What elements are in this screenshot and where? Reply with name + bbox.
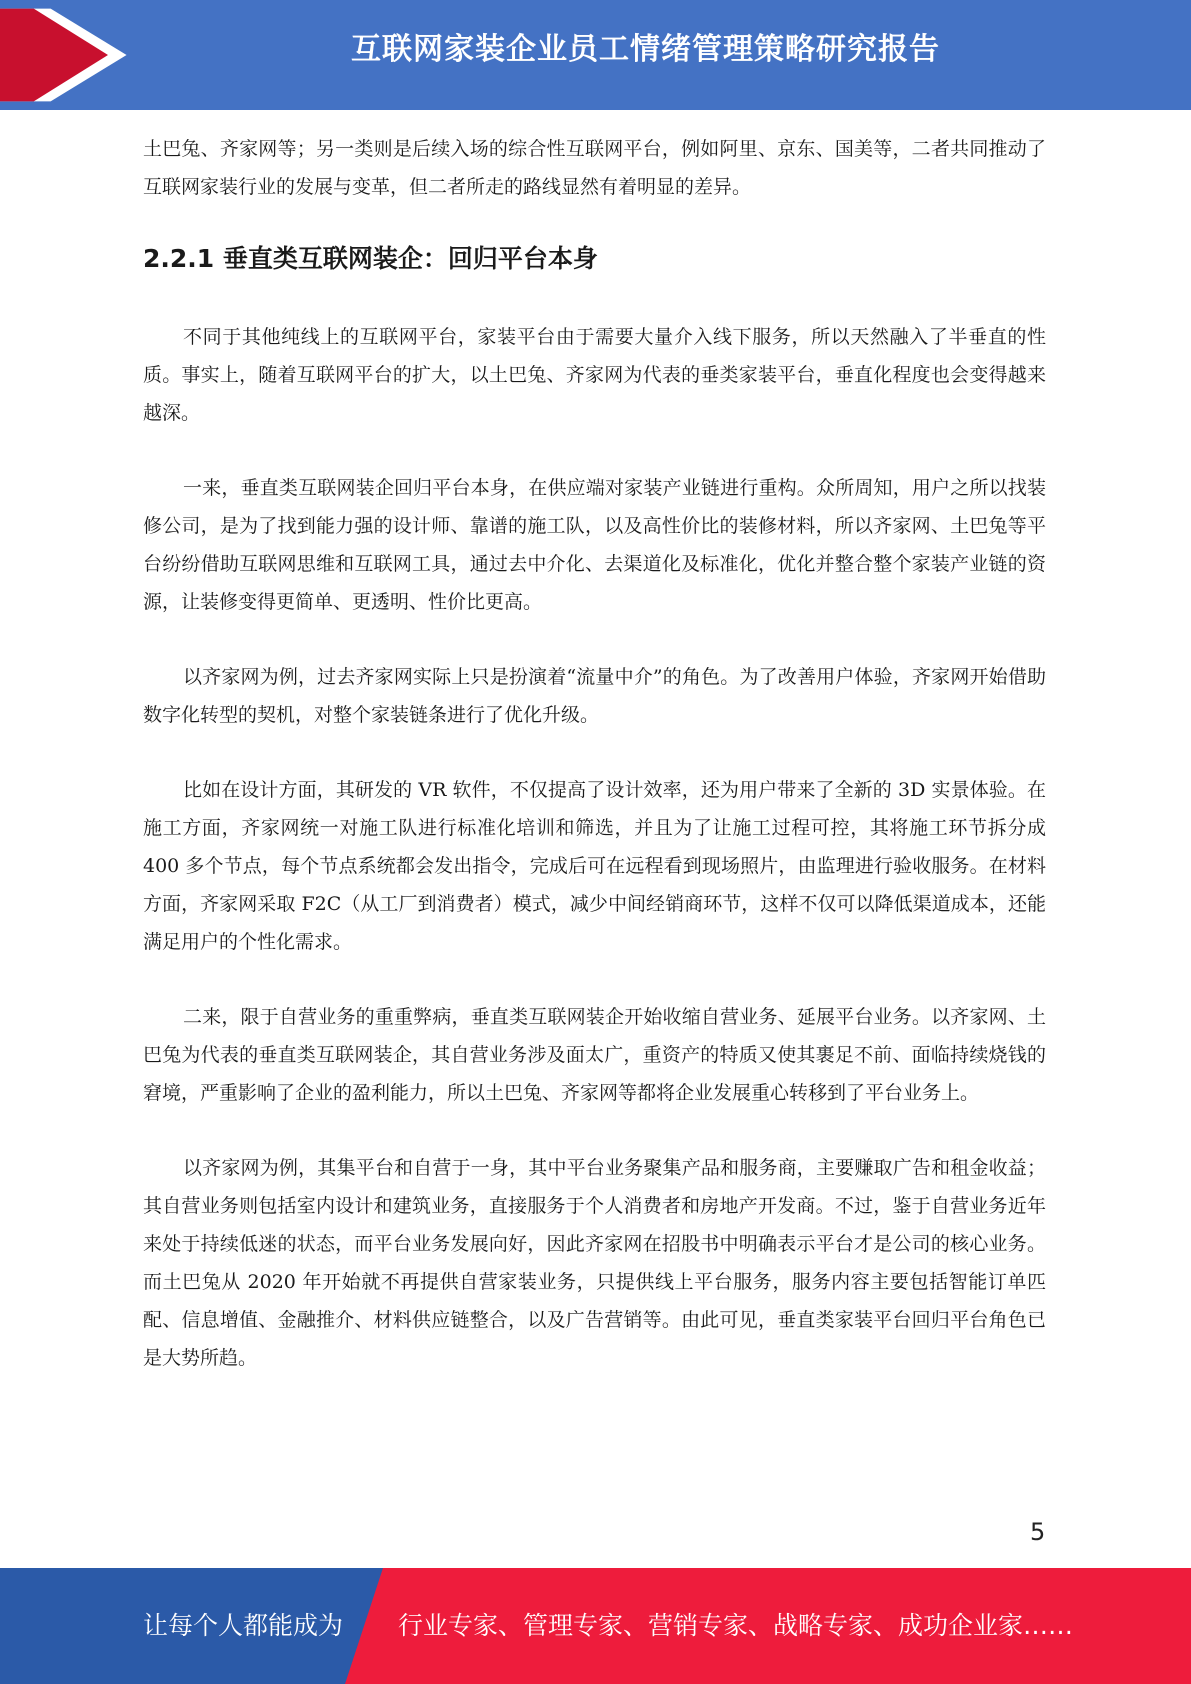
paragraph: 以齐家网为例，其集平台和自营于一身，其中平台业务聚集产品和服务商，主要赚取广告和租金收益；其自营业务则包括室内设计和建筑业务，直接服务于个人消费者和房地产开发商。不过，鉴于自营业务近年来处于持续低迷的状态，而平台业务发展向好，因此齐家网在招股书中明确表示平台才是公司的核心业务。而土巴兔从 2020 年开始就不再提供自营家装业务，只提供线上平台服务，服务内容主要包括智能订单匹配、信息增值、金融推介、材料供应链整合，以及广告营销等。由此可见，垂直类家装平台回归平台角色已是大势所趋。 [143,1157,1046,1369]
paragraph: 二来，限于自营业务的重重弊病，垂直类互联网装企开始收缩自营业务、延展平台业务。以齐家网、土巴兔为代表的垂直类互联网装企，其自营业务涉及面太广，重资产的特质又使其裹足不前、面临持续烧钱的窘境，严重影响了企业的盈利能力，所以土巴兔、齐家网等都将企业发展重心转移到了平台业务上。 [143,1006,1046,1104]
page-footer [0,1568,1191,1684]
paragraph: 不同于其他纯线上的互联网平台，家装平台由于需要大量介入线下服务，所以天然融入了半垂直的性质。事实上，随着互联网平台的扩大，以土巴兔、齐家网为代表的垂类家装平台，垂直化程度也会变得越来越深。 [143,326,1046,424]
paragraph: 一来，垂直类互联网装企回归平台本身，在供应端对家装产业链进行重构。众所周知，用户之所以找装修公司，是为了找到能力强的设计师、靠谱的施工队，以及高性价比的装修材料，所以齐家网、土巴兔等平台纷纷借助互联网思维和互联网工具，通过去中介化、去渠道化及标准化，优化并整合整个家装产业链的资源，让装修变得更简单、更透明、性价比更高。 [143,477,1046,613]
header-arrow-decoration [0,0,135,110]
page-content [143,130,1046,1377]
page-number: 5 [1030,1518,1046,1546]
footer-slogan-right: 行业专家、管理专家、营销专家、战略专家、成功企业家…… [398,1611,1074,1640]
paragraph: 以齐家网为例，过去齐家网实际上只是扮演着“流量中介”的角色。为了改善用户体验，齐家网开始借助数字化转型的契机，对整个家装链条进行了优化升级。 [143,666,1046,726]
footer-slogan-left: 让每个人都能成为 [143,1611,344,1640]
section-title: 2.2.1 垂直类互联网装企：回归平台本身 [143,244,598,273]
report-title: 互联网家装企业员工情绪管理策略研究报告 [351,32,940,67]
paragraph: 比如在设计方面，其研发的 VR 软件，不仅提高了设计效率，还为用户带来了全新的 3D 实景体验。在施工方面，齐家网统一对施工队进行标准化培训和筛选，并且为了让施工过程可控，其将施工环节拆分成 400 多个节点，每个节点系统都会发出指令，完成后可在远程看到现场照片，由监理进行验收服务。在材料方面，齐家网采取 F2C（从工厂到消费者）模式，减少中间经销商环节，这样不仅可以降低渠道成本，还能满足用户的个性化需求。 [143,779,1046,953]
paragraph-continued: 土巴兔、齐家网等；另一类则是后续入场的综合性互联网平台，例如阿里、京东、国美等，二者共同推动了互联网家装行业的发展与变革，但二者所走的路线显然有着明显的差异。 [143,138,1046,198]
page-header [0,0,1191,110]
